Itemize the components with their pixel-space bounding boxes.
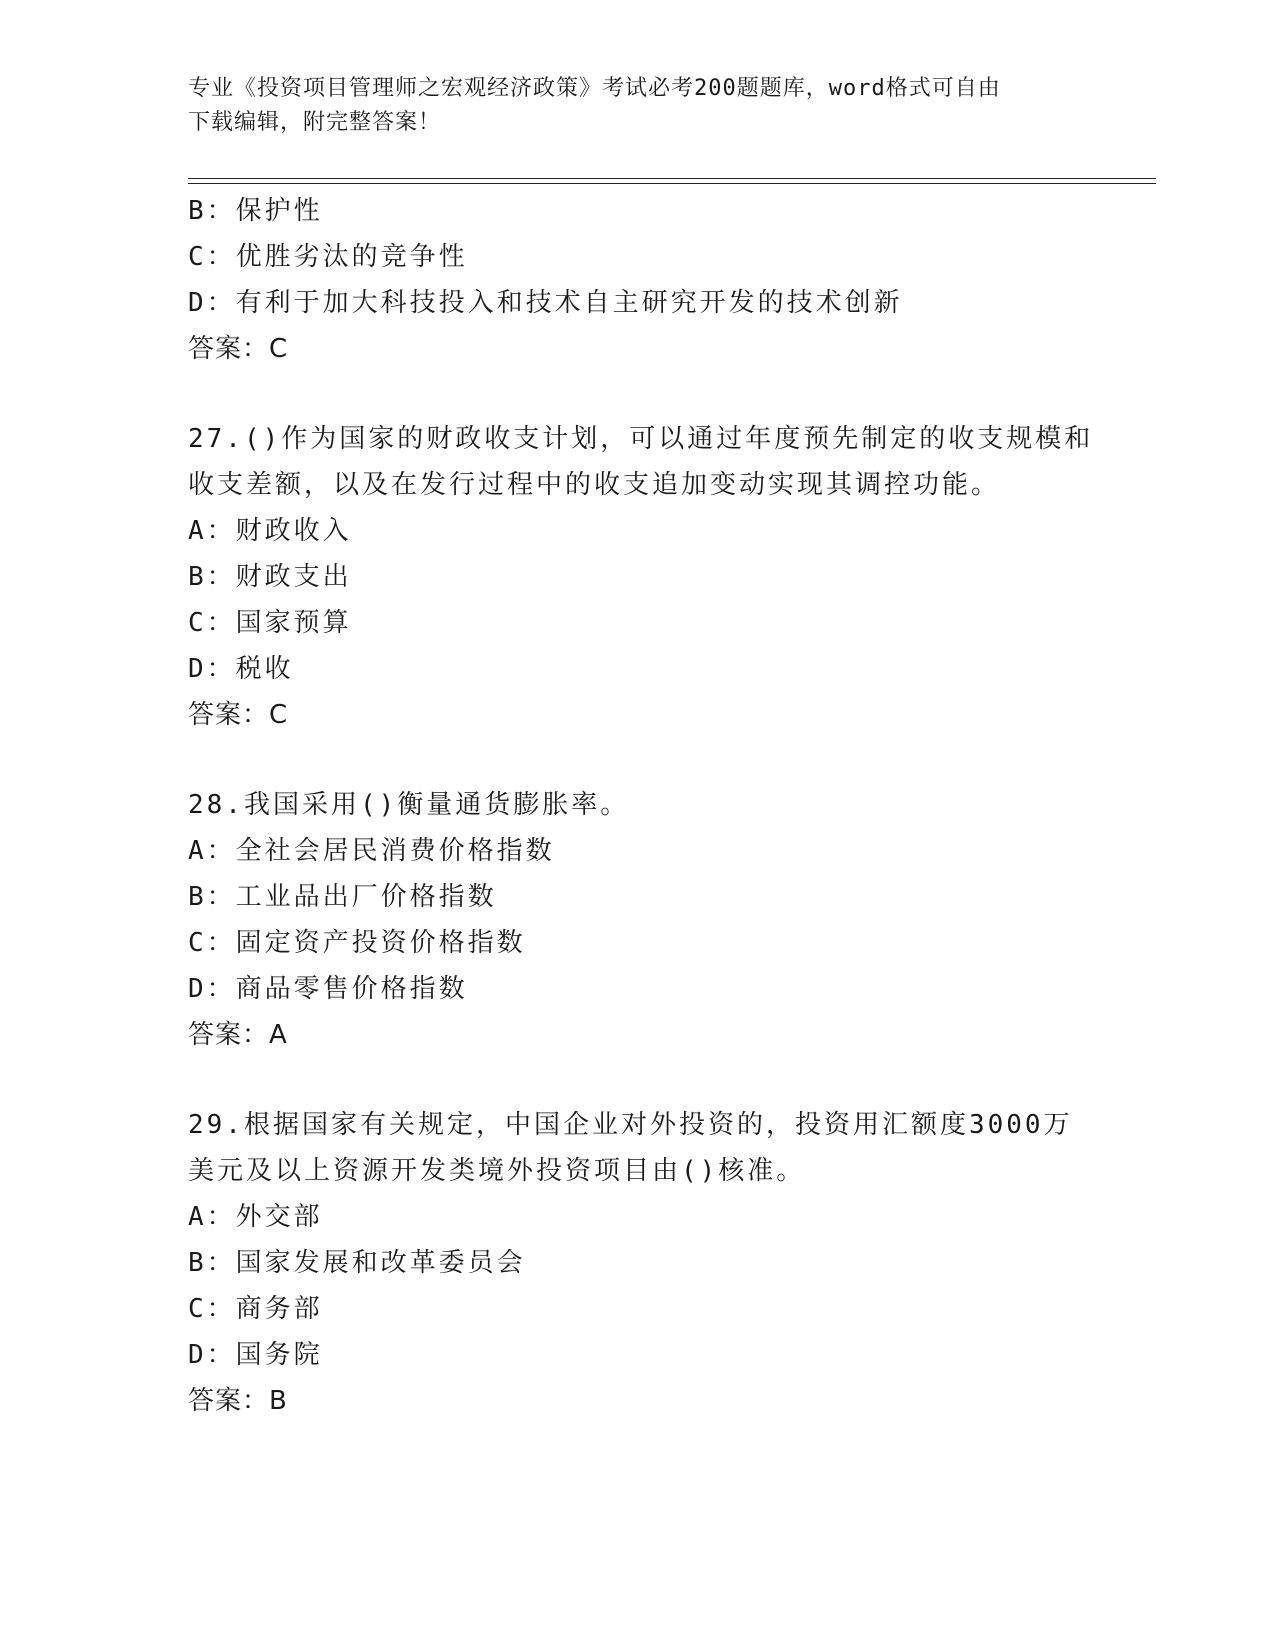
- question-text-line: 收支差额，以及在发行过程中的收支追加变动实现其调控功能。: [188, 470, 1001, 500]
- header-line-2: 下载编辑，附完整答案！: [188, 110, 442, 135]
- option-b: B：财政支出: [188, 562, 352, 592]
- partial-question: [188, 188, 1128, 372]
- answer-line: 答案：A: [188, 1020, 288, 1050]
- option-d: D：商品零售价格指数: [188, 974, 468, 1004]
- question-29: [188, 1102, 1128, 1424]
- question-text-line: 27.()作为国家的财政收支计划，可以通过年度预先制定的收支规模和: [188, 424, 1094, 454]
- option-b: B：国家发展和改革委员会: [188, 1248, 526, 1278]
- option-b: B：工业品出厂价格指数: [188, 882, 497, 912]
- header-rule-top: [188, 178, 1156, 179]
- option-a: A：全社会居民消费价格指数: [188, 836, 555, 866]
- option-b: B：保护性: [188, 196, 323, 226]
- option-a: A：财政收入: [188, 516, 352, 546]
- question-content: [188, 188, 1128, 1424]
- question-text: [188, 416, 1128, 508]
- option-d: D：国务院: [188, 1340, 323, 1370]
- answer-line: 答案：C: [188, 700, 289, 730]
- option-a: A：外交部: [188, 1202, 323, 1232]
- option-d: D：有利于加大科技投入和技术自主研究开发的技术创新: [188, 288, 903, 318]
- option-d: D：税收: [188, 654, 294, 684]
- page-header: [188, 72, 1088, 140]
- answer-line: 答案：C: [188, 334, 289, 364]
- question-text-line: 29.根据国家有关规定，中国企业对外投资的，投资用汇额度3000万: [188, 1110, 1073, 1140]
- question-text: [188, 1102, 1128, 1194]
- option-c: C：优胜劣汰的竞争性: [188, 242, 468, 272]
- question-text-line: 28.我国采用()衡量通货膨胀率。: [188, 790, 630, 820]
- question-text: [188, 782, 1128, 828]
- option-c: C：国家预算: [188, 608, 352, 638]
- question-text-line: 美元及以上资源开发类境外投资项目由()核准。: [188, 1156, 806, 1186]
- question-28: [188, 782, 1128, 1058]
- option-c: C：商务部: [188, 1294, 323, 1324]
- header-line-1: 专业《投资项目管理师之宏观经济政策》考试必考200题题库，word格式可自由: [188, 76, 1001, 101]
- header-rule-bottom: [188, 183, 1156, 184]
- question-27: [188, 416, 1128, 738]
- option-c: C：固定资产投资价格指数: [188, 928, 526, 958]
- answer-line: 答案：B: [188, 1386, 288, 1416]
